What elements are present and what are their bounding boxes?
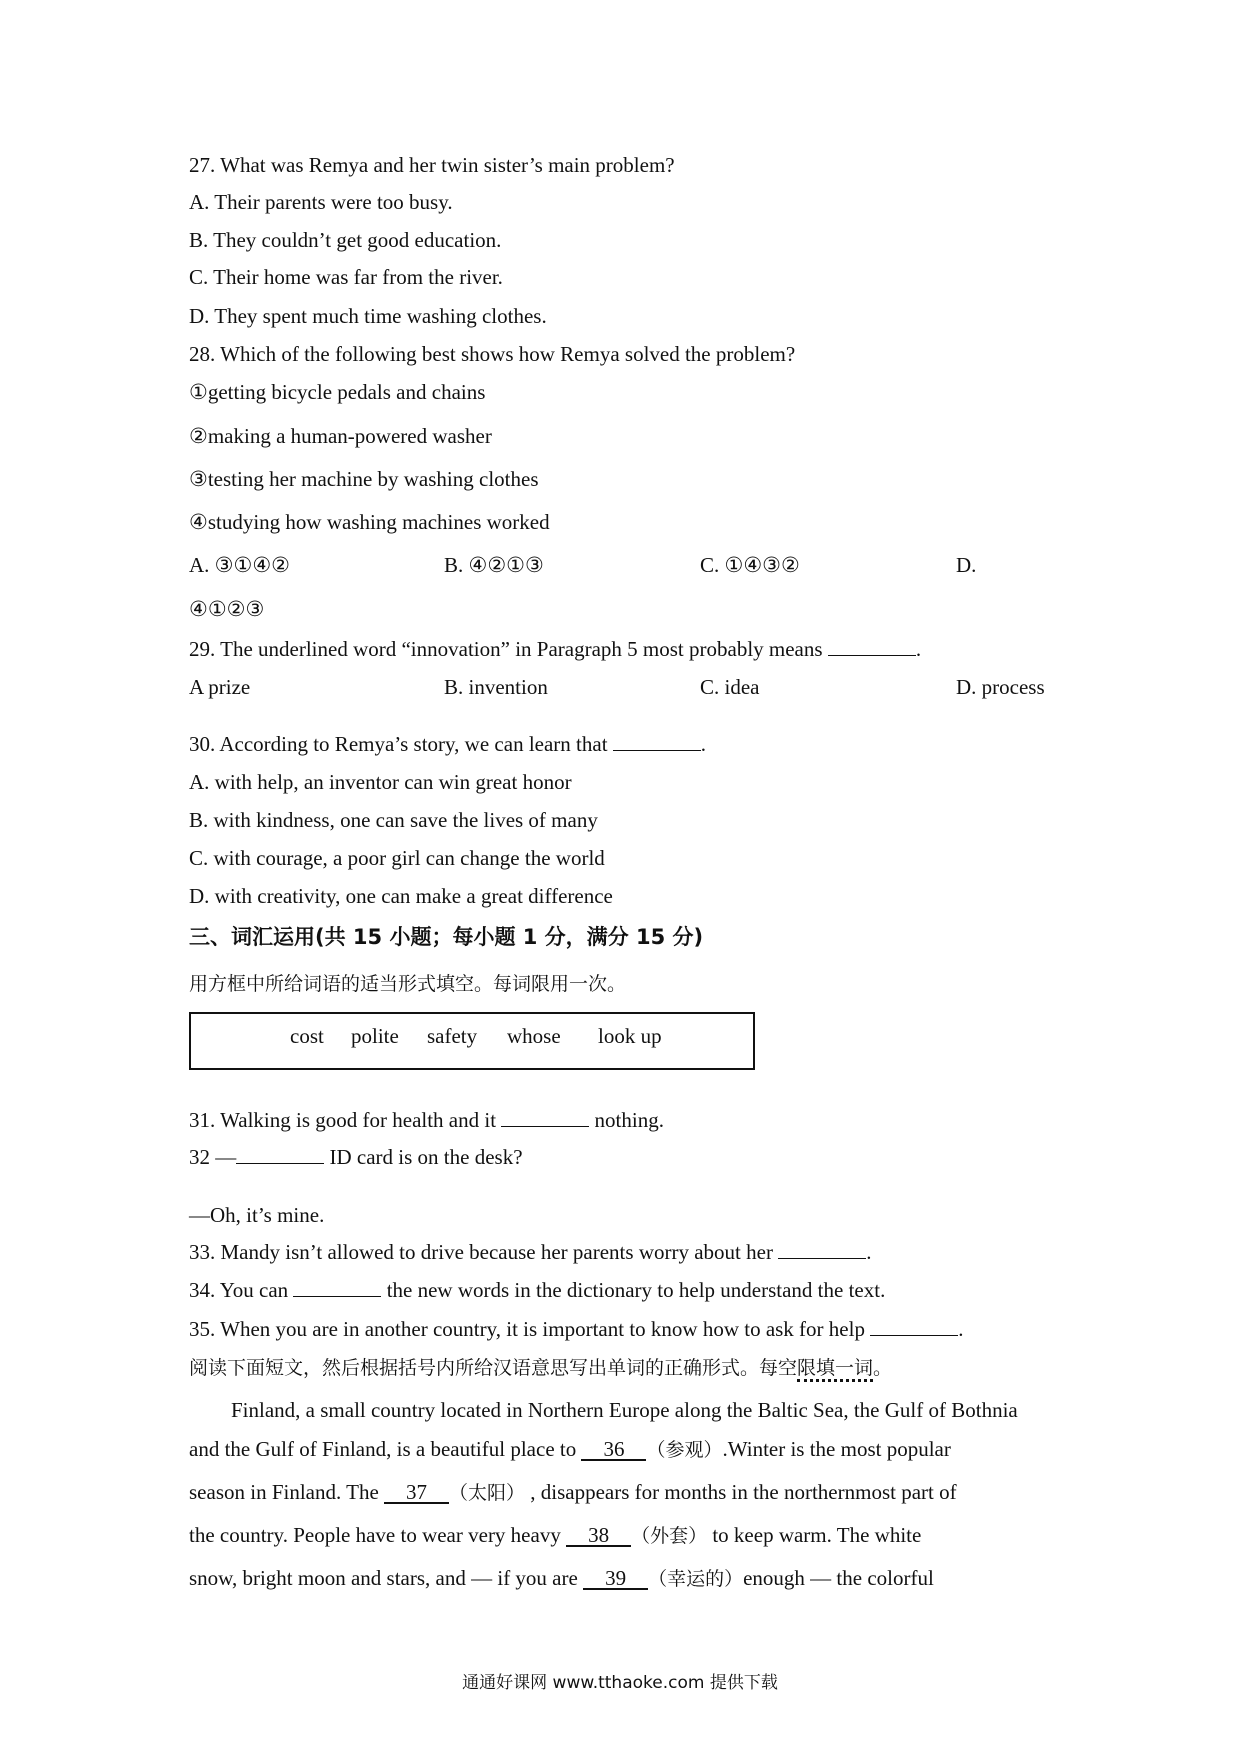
passage-text: , disappears for months in the northernmost part of bbox=[525, 1480, 957, 1504]
q33 bbox=[189, 1240, 871, 1264]
q30-option-d: D. with creativity, one can make a great difference bbox=[189, 884, 613, 908]
word: polite bbox=[351, 1024, 399, 1048]
q27-option-b: B. They couldn’t get good education. bbox=[189, 228, 502, 252]
instruction-text: 阅读下面短文，然后根据括号内所给汉语意思写出单词的正确形式。每空 bbox=[189, 1357, 798, 1379]
blank-36: 36 bbox=[581, 1439, 646, 1461]
passage-text: .Winter is the most popular bbox=[722, 1437, 951, 1461]
word-box bbox=[189, 1012, 755, 1070]
word: whose bbox=[507, 1024, 561, 1048]
hint: （外套） bbox=[631, 1525, 708, 1547]
passage-text: enough — the colorful bbox=[743, 1566, 934, 1590]
q35-end: . bbox=[958, 1317, 964, 1341]
answer-blank bbox=[870, 1317, 958, 1336]
answer-blank bbox=[236, 1145, 324, 1164]
passage-text: the country. People have to wear very heavy bbox=[189, 1523, 561, 1547]
q29-option-d: D. process bbox=[956, 675, 1045, 699]
q30-option-a: A. with help, an inventor can win great honor bbox=[189, 770, 572, 794]
passage-text: season in Finland. The bbox=[189, 1480, 379, 1504]
q32-text-end: ID card is on the desk? bbox=[329, 1145, 523, 1169]
q28-option-d: D. bbox=[956, 553, 977, 577]
q30-end: . bbox=[700, 732, 707, 756]
answer-blank bbox=[501, 1108, 589, 1127]
hint: （太阳） bbox=[449, 1482, 526, 1504]
hint: （幸运的） bbox=[648, 1568, 744, 1590]
q31 bbox=[189, 1108, 664, 1132]
q29-option-c: C. idea bbox=[700, 675, 760, 699]
q28-stem: 28. Which of the following best shows how Remya solved the problem? bbox=[189, 342, 796, 366]
q31-text-end: nothing. bbox=[594, 1108, 664, 1132]
q28-step: ④studying how washing machines worked bbox=[189, 510, 550, 534]
q28-option-c: C. ①④③② bbox=[700, 553, 800, 577]
passage-text: and the Gulf of Finland, is a beautiful place to bbox=[189, 1437, 577, 1461]
answer-blank bbox=[828, 637, 916, 656]
q28-step: ②making a human-powered washer bbox=[189, 424, 492, 448]
q28-option-a: A. ③①④② bbox=[189, 553, 290, 577]
q32-text: 32 — bbox=[189, 1145, 237, 1169]
passage-line bbox=[189, 1437, 951, 1462]
q33-end: . bbox=[866, 1240, 872, 1264]
hint: （参观） bbox=[646, 1439, 723, 1461]
passage-text: to keep warm. The white bbox=[707, 1523, 922, 1547]
passage-line bbox=[189, 1523, 921, 1548]
q28-option-d-cont: ④①②③ bbox=[189, 597, 265, 621]
q27-option-c: C. Their home was far from the river. bbox=[189, 265, 503, 289]
q30-option-b: B. with kindness, one can save the lives of many bbox=[189, 808, 598, 832]
q30-line bbox=[189, 732, 706, 756]
q35 bbox=[189, 1317, 963, 1341]
emphasis-text: 限填一词 bbox=[797, 1357, 873, 1382]
word: look up bbox=[598, 1024, 662, 1048]
q27-option-a: A. Their parents were too busy. bbox=[189, 190, 453, 214]
instruction-end: 。 bbox=[873, 1357, 893, 1379]
q29-end: . bbox=[915, 637, 922, 661]
q33-text: 33. Mandy isn’t allowed to drive because her parents worry about her bbox=[189, 1240, 773, 1264]
q29-option-b: B. invention bbox=[444, 675, 548, 699]
q29-stem: 29. The underlined word “innovation” in Paragraph 5 most probably means bbox=[189, 637, 823, 661]
section-instruction: 用方框中所给词语的适当形式填空。每词限用一次。 bbox=[189, 973, 627, 995]
q27-stem: 27. What was Remya and her twin sister’s main problem? bbox=[189, 153, 675, 177]
q34-text-end: the new words in the dictionary to help understand the text. bbox=[386, 1278, 886, 1302]
q29-line bbox=[189, 637, 921, 661]
q29-option-a: A prize bbox=[189, 675, 251, 699]
answer-blank bbox=[778, 1240, 866, 1259]
q34-text: 34. You can bbox=[189, 1278, 289, 1302]
instruction-2 bbox=[189, 1356, 892, 1380]
q27-option-d: D. They spent much time washing clothes. bbox=[189, 304, 547, 328]
q31-text: 31. Walking is good for health and it bbox=[189, 1108, 497, 1132]
blank-38: 38 bbox=[566, 1525, 631, 1547]
q35-text: 35. When you are in another country, it is important to know how to ask for help bbox=[189, 1317, 865, 1341]
answer-blank bbox=[613, 732, 701, 751]
q32-reply: —Oh, it’s mine. bbox=[189, 1203, 325, 1227]
q30-option-c: C. with courage, a poor girl can change the world bbox=[189, 846, 605, 870]
answer-blank bbox=[293, 1278, 381, 1297]
q28-option-b: B. ④②①③ bbox=[444, 553, 544, 577]
q28-step: ①getting bicycle pedals and chains bbox=[189, 380, 486, 404]
q28-step: ③testing her machine by washing clothes bbox=[189, 467, 539, 491]
footer: 通通好课网 www.tthaoke.com 提供下载 bbox=[462, 1673, 778, 1693]
passage-line bbox=[189, 1480, 957, 1505]
blank-37: 37 bbox=[384, 1482, 449, 1504]
passage-line: Finland, a small country located in Northern Europe along the Baltic Sea, the Gulf of Bothnia bbox=[231, 1398, 1018, 1422]
word: cost bbox=[290, 1024, 324, 1048]
q34 bbox=[189, 1278, 885, 1302]
q30-stem: 30. According to Remya’s story, we can learn that bbox=[189, 732, 608, 756]
section-title: 三、词汇运用(共 15 小题；每小题 1 分，满分 15 分) bbox=[189, 925, 704, 949]
word: safety bbox=[427, 1024, 478, 1048]
q32 bbox=[189, 1145, 523, 1169]
blank-39: 39 bbox=[583, 1568, 648, 1590]
passage-line bbox=[189, 1566, 934, 1591]
passage-text: snow, bright moon and stars, and — if you are bbox=[189, 1566, 578, 1590]
